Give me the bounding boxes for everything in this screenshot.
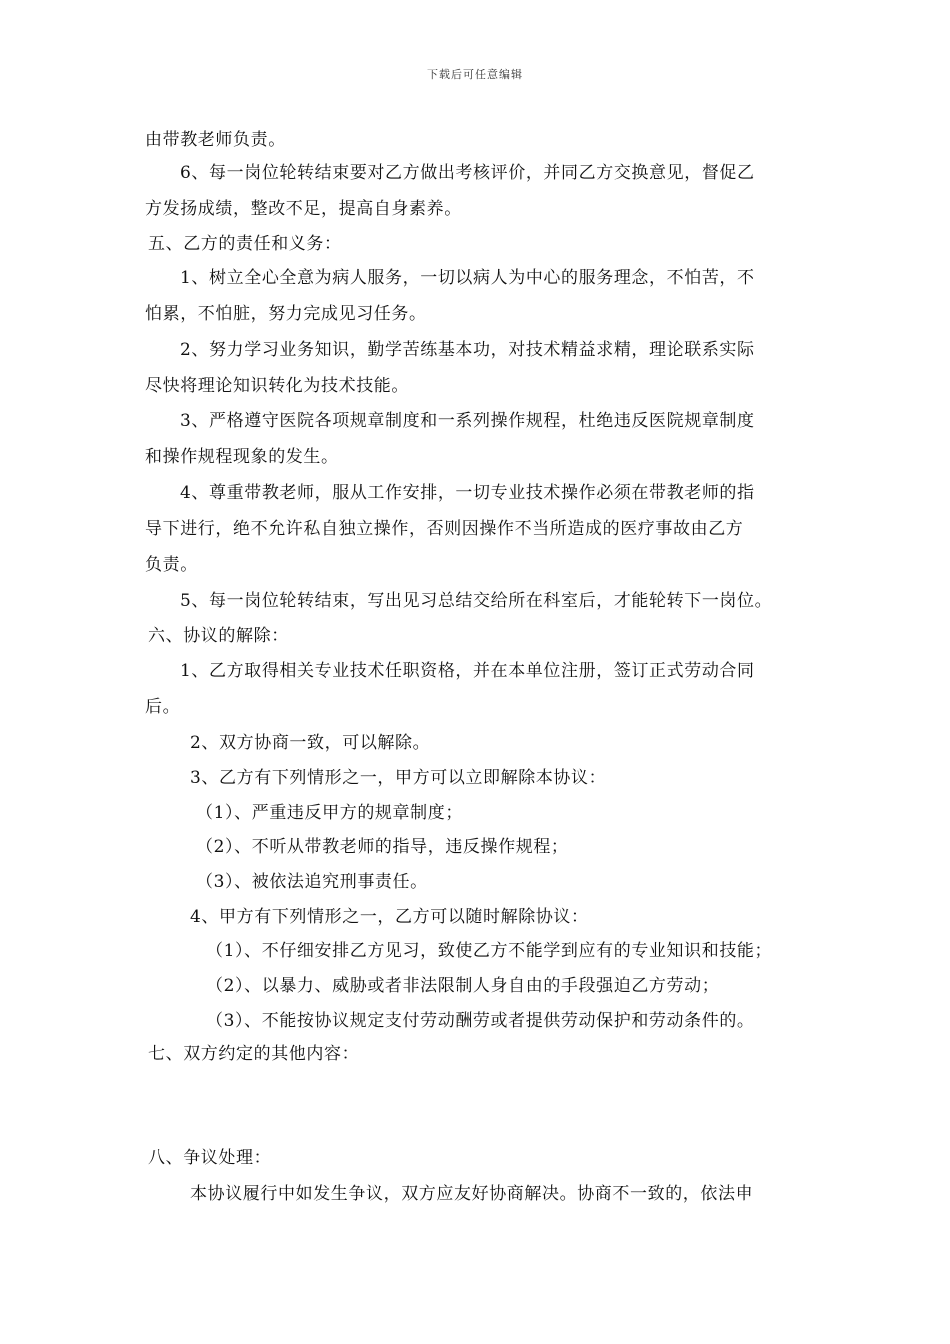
page-header: 下载后可任意编辑 [427, 68, 523, 81]
text-line: 4、甲方有下列情形之一，乙方可以随时解除协议： [190, 907, 589, 927]
text-line: （2）、以暴力、威胁或者非法限制人身自由的手段强迫乙方劳动； [206, 976, 720, 996]
text-line: 6、每一岗位轮转结束要对乙方做出考核评价，并同乙方交换意见，督促乙 [180, 163, 755, 183]
text-line: （3）、不能按协议规定支付劳动酬劳或者提供劳动保护和劳动条件的。 [206, 1011, 755, 1031]
text-line: （2）、不听从带教老师的指导，违反操作规程； [196, 837, 569, 857]
section-heading: 六、协议的解除： [148, 626, 289, 646]
text-line: 1、乙方取得相关专业技术任职资格，并在本单位注册，签订正式劳动合同 [180, 661, 755, 681]
text-line: 5、每一岗位轮转结束，写出见习总结交给所在科室后，才能轮转下一岗位。 [180, 591, 773, 611]
text-line: 怕累，不怕脏，努力完成见习任务。 [145, 304, 427, 324]
text-line: （1）、不仔细安排乙方见习，致使乙方不能学到应有的专业知识和技能； [206, 941, 773, 961]
text-line: 3、乙方有下列情形之一，甲方可以立即解除本协议： [190, 768, 607, 788]
text-line: 和操作规程现象的发生。 [145, 447, 339, 467]
text-line: 4、尊重带教老师，服从工作安排，一切专业技术操作必须在带教老师的指 [180, 483, 755, 503]
text-line: （3）、被依法追究刑事责任。 [196, 872, 428, 892]
text-line: 方发扬成绩，整改不足，提高自身素养。 [145, 199, 462, 219]
text-line: 1、树立全心全意为病人服务，一切以病人为中心的服务理念，不怕苦，不 [180, 268, 755, 288]
text-line: 本协议履行中如发生争议，双方应友好协商解决。协商不一致的，依法申 [190, 1184, 754, 1204]
text-line: 尽快将理论知识转化为技术技能。 [145, 376, 409, 396]
text-line: 负责。 [145, 555, 198, 575]
text-line: 3、严格遵守医院各项规章制度和一系列操作规程，杜绝违反医院规章制度 [180, 411, 755, 431]
section-heading: 五、乙方的责任和义务： [148, 234, 342, 254]
section-heading: 七、双方约定的其他内容： [148, 1044, 360, 1064]
section-heading: 八、争议处理： [148, 1148, 272, 1168]
text-line: 由带教老师负责。 [145, 130, 286, 150]
text-line: 2、努力学习业务知识，勤学苦练基本功，对技术精益求精，理论联系实际 [180, 340, 755, 360]
text-line: 2、双方协商一致，可以解除。 [190, 733, 431, 753]
text-line: 后。 [145, 697, 181, 717]
text-line: （1）、严重违反甲方的规章制度； [196, 803, 463, 823]
text-line: 导下进行，绝不允许私自独立操作，否则因操作不当所造成的医疗事故由乙方 [145, 519, 744, 539]
